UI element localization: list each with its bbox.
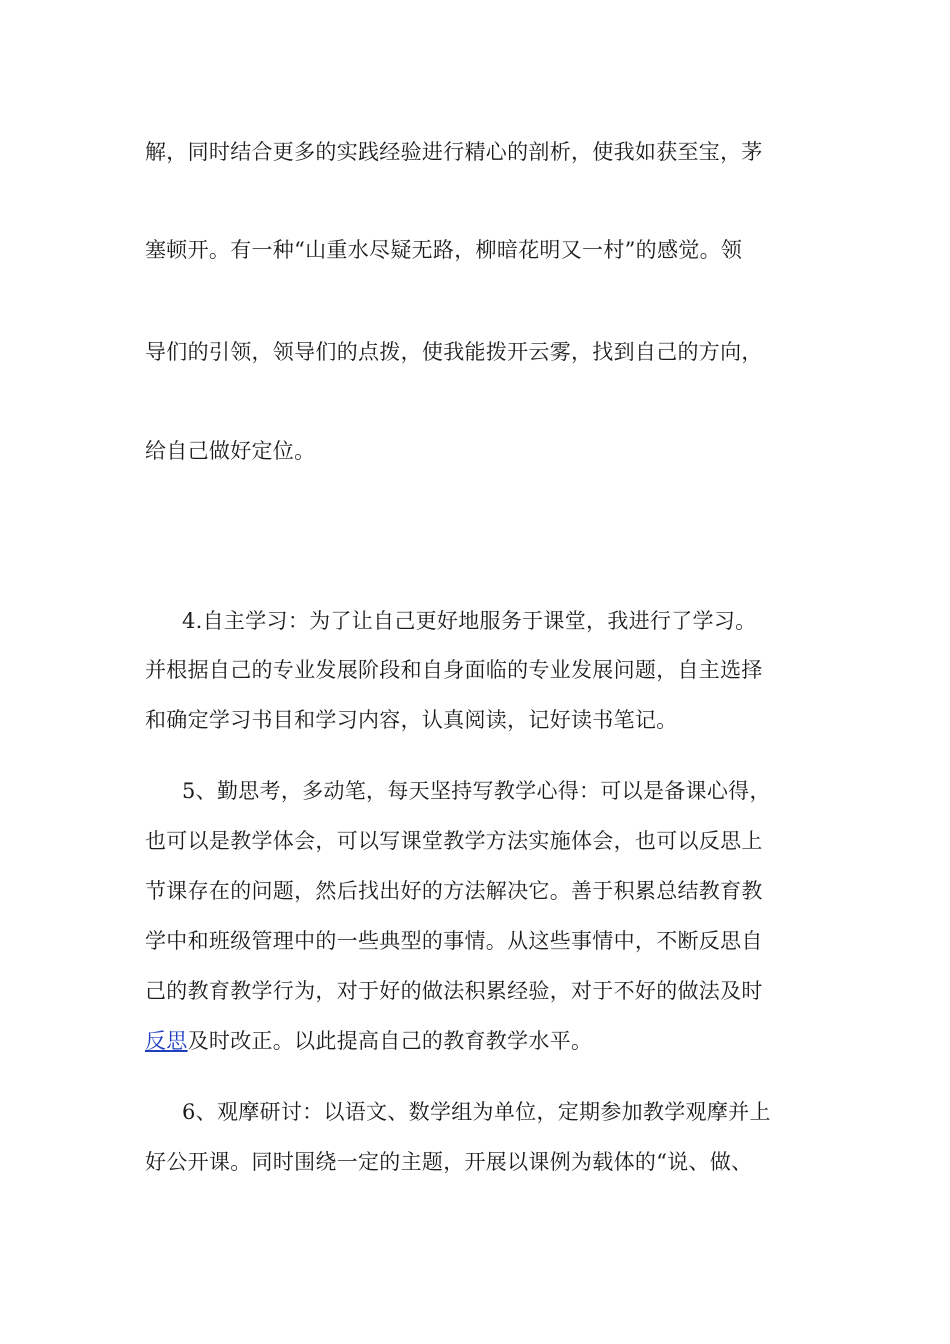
item-6-line: 好公开课。同时围绕一定的主题，开展以课例为载体的“说、做、 — [145, 1150, 753, 1174]
item-5-last-line — [145, 1026, 810, 1056]
item-4-line: 4.自主学习：为了让自己更好地服务于课堂，我进行了学习。 — [182, 609, 757, 633]
item-5-line: 己的教育教学行为，对于好的做法积累经验，对于不好的做法及时 — [145, 979, 763, 1003]
paragraph-line: 塞顿开。有一种“山重水尽疑无路，柳暗花明又一村”的感觉。领 — [145, 238, 743, 262]
item-5-line: 也可以是教学体会，可以写课堂教学方法实施体会，也可以反思上 — [145, 829, 763, 853]
item-6-line: 6、观摩研讨：以语文、数学组为单位，定期参加教学观摩并上 — [182, 1100, 771, 1124]
reflection-link[interactable]: 反思 — [145, 1029, 188, 1053]
item-4-line: 并根据自己的专业发展阶段和自身面临的专业发展问题，自主选择 — [145, 658, 763, 682]
item-5-line: 学中和班级管理中的一些典型的事情。从这些事情中，不断反思自 — [145, 929, 763, 953]
item-5-line: 节课存在的问题，然后找出好的方法解决它。善于积累总结教育教 — [145, 879, 763, 903]
paragraph-line: 解，同时结合更多的实践经验进行精心的剖析，使我如获至宝，茅 — [145, 140, 763, 164]
item-5-line-rest: 及时改正。以此提高自己的教育教学水平。 — [187, 1029, 593, 1053]
paragraph-line: 导们的引领，领导们的点拨，使我能拨开云雾，找到自己的方向， — [145, 340, 763, 364]
paragraph-line: 给自己做好定位。 — [145, 439, 316, 463]
item-4-line: 和确定学习书目和学习内容，认真阅读，记好读书笔记。 — [145, 708, 678, 732]
item-5-line: 5、勤思考，多动笔，每天坚持写教学心得：可以是备课心得， — [182, 779, 771, 803]
